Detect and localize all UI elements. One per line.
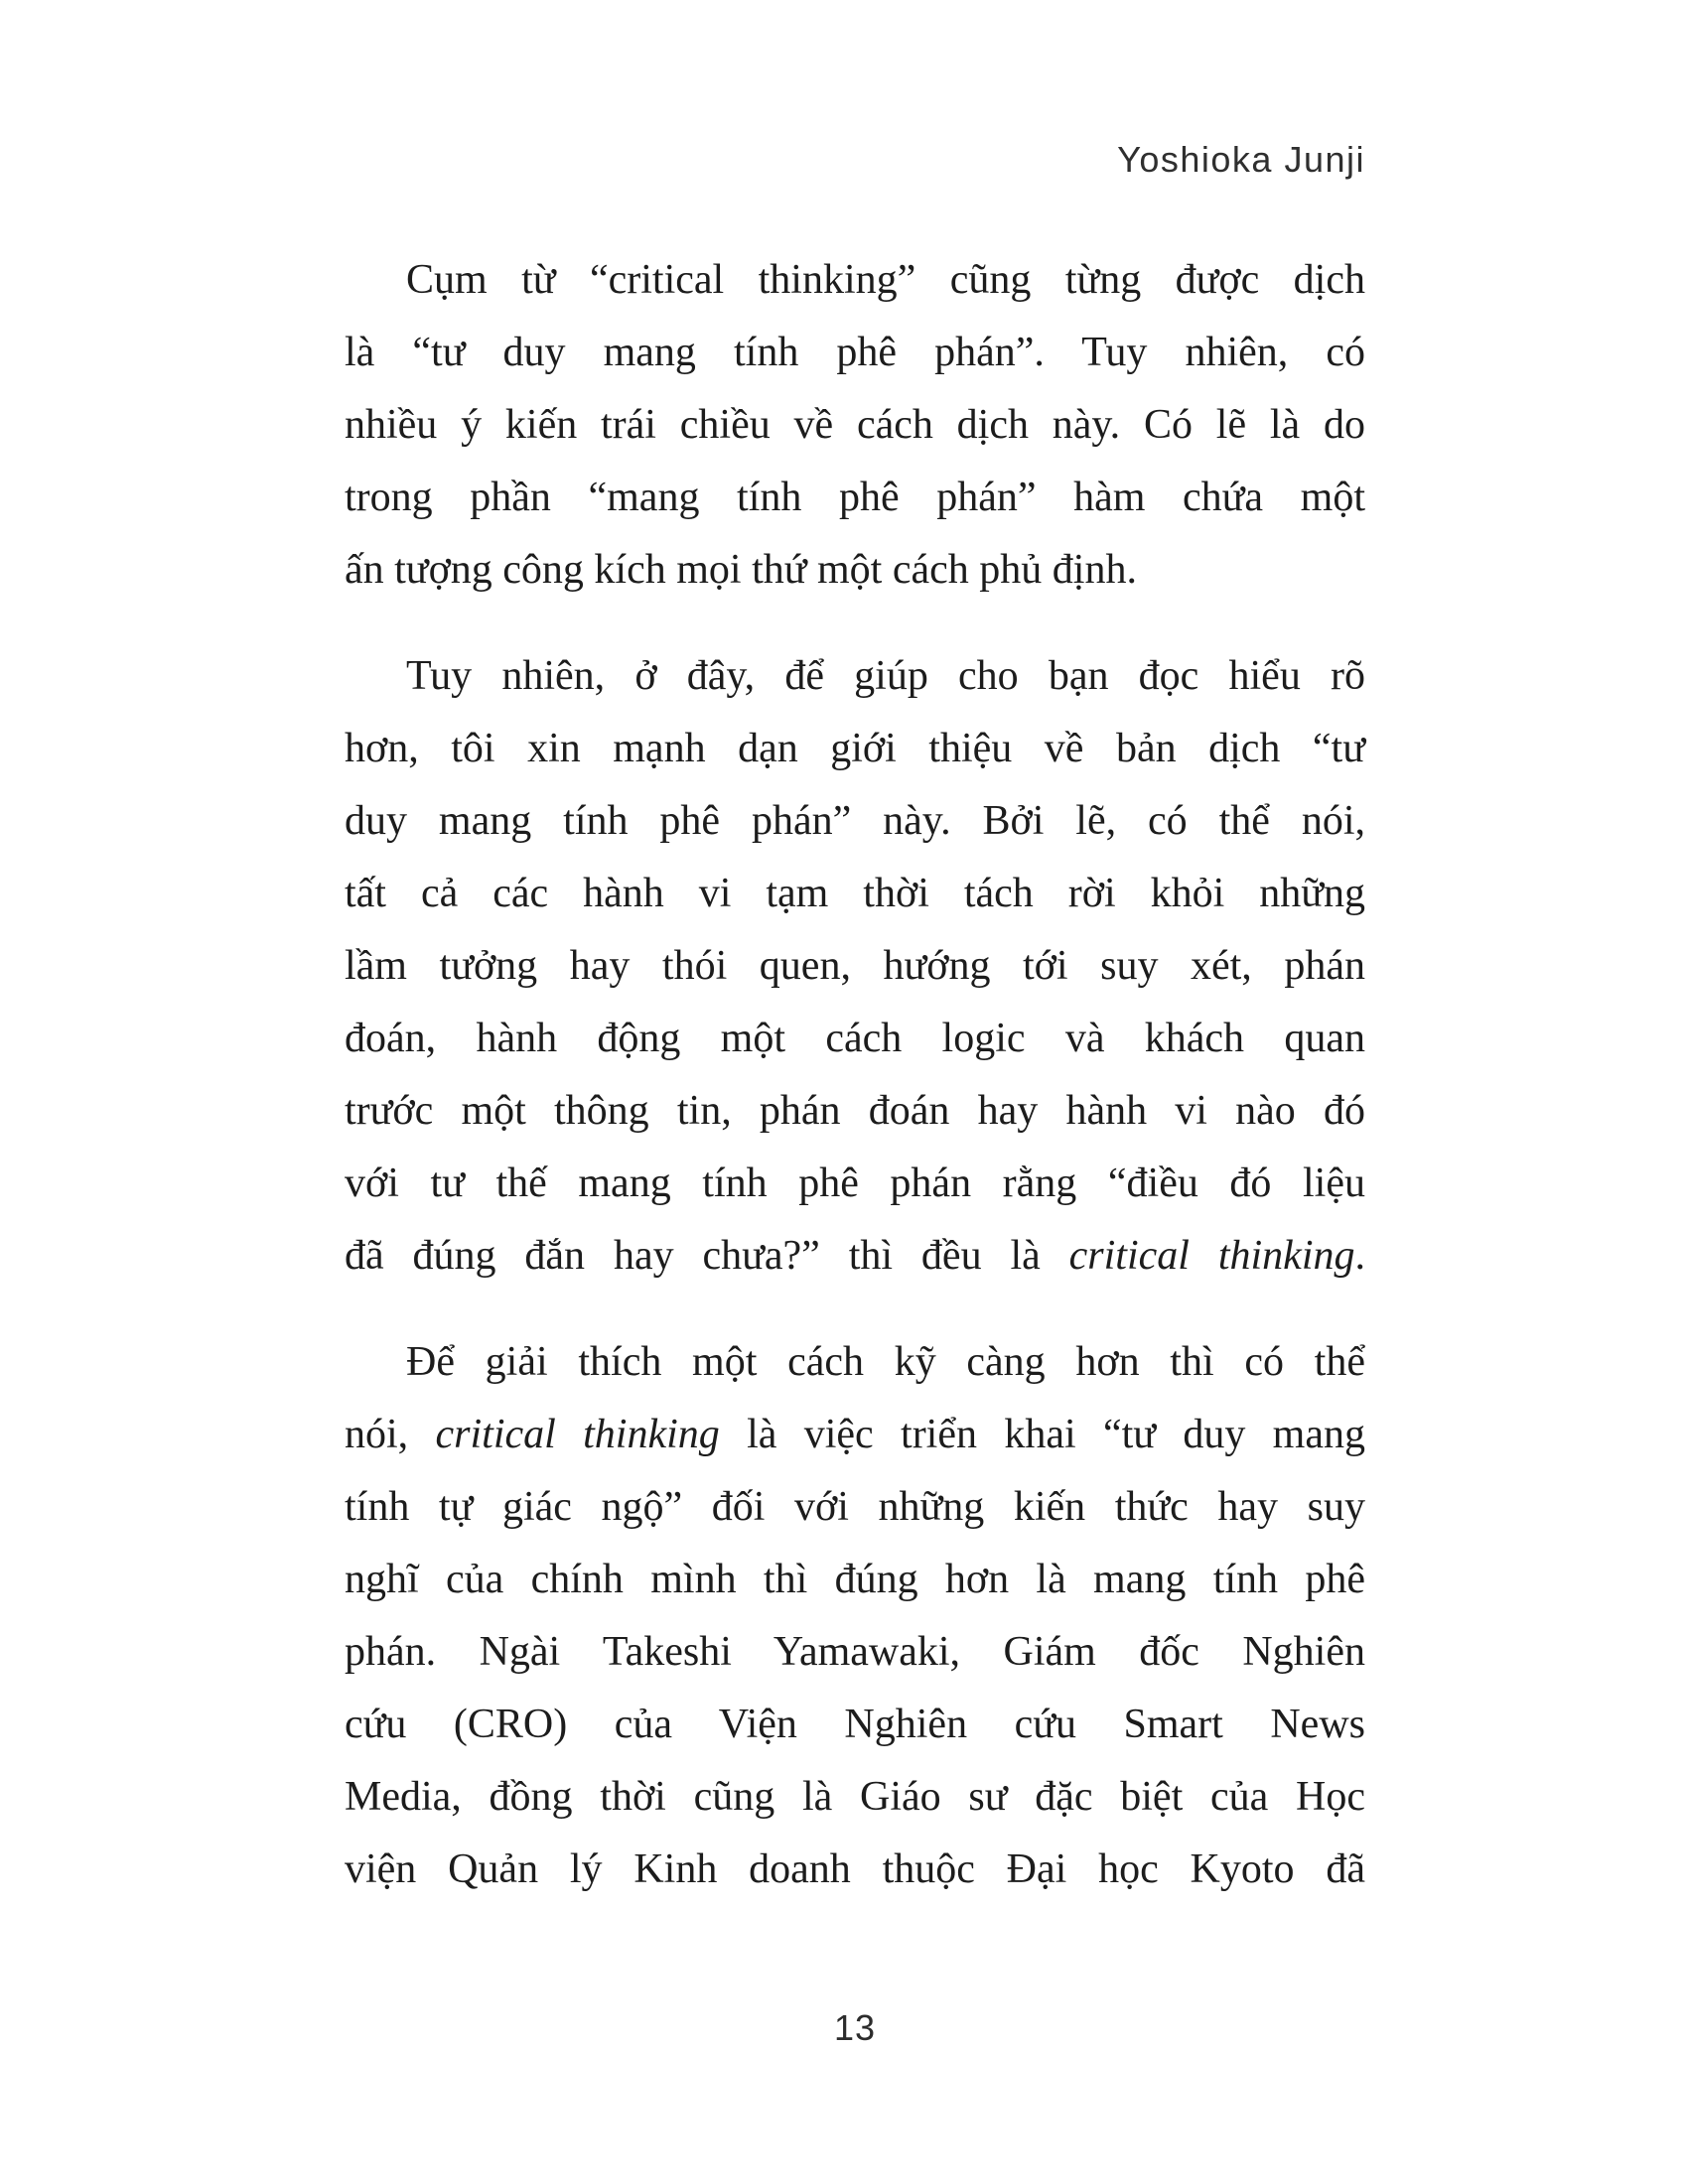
paragraph <box>345 640 1365 1293</box>
text-segment: với tư thế mang tính phê phán rằng “điều đó liệu <box>345 1160 1365 1206</box>
text-line <box>345 1326 1365 1399</box>
author-name: Yoshioka Junji <box>1117 139 1365 180</box>
text-line <box>345 1544 1365 1616</box>
article-body <box>345 244 1365 1906</box>
text-segment: hơn, tôi xin mạnh dạn giới thiệu về bản dịch “tư <box>345 726 1365 771</box>
running-header <box>345 139 1365 181</box>
text-segment: nói, <box>345 1412 436 1457</box>
text-line <box>345 1471 1365 1544</box>
text-segment: tính tự giác ngộ” đối với những kiến thức hay suy <box>345 1484 1365 1530</box>
paragraph <box>345 1326 1365 1906</box>
text-line <box>345 534 1365 607</box>
text-segment: ấn tượng công kích mọi thứ một cách phủ định. <box>345 547 1137 593</box>
text-segment: Media, đồng thời cũng là Giáo sư đặc biệt của Học <box>345 1774 1365 1820</box>
text-line <box>345 1616 1365 1689</box>
text-segment: nghĩ của chính mình thì đúng hơn là mang tính phê <box>345 1557 1365 1602</box>
text-line <box>345 1689 1365 1761</box>
italic-term: critical thinking <box>435 1412 720 1457</box>
text-line <box>345 389 1365 462</box>
text-line <box>345 244 1365 317</box>
italic-term: critical thinking <box>1068 1233 1355 1279</box>
text-line <box>345 1761 1365 1834</box>
text-segment: lầm tưởng hay thói quen, hướng tới suy xét, phán <box>345 943 1365 989</box>
text-segment: nhiều ý kiến trái chiều về cách dịch này. Có lẽ là do <box>345 402 1365 448</box>
page-footer <box>345 2007 1365 2049</box>
text-line <box>345 1220 1365 1293</box>
text-line <box>345 1399 1365 1471</box>
text-line <box>345 462 1365 534</box>
text-segment: phán. Ngài Takeshi Yamawaki, Giám đốc Nghiên <box>345 1629 1365 1675</box>
text-line <box>345 640 1365 713</box>
text-segment: Tuy nhiên, ở đây, để giúp cho bạn đọc hiểu rõ <box>406 653 1365 699</box>
text-segment: là “tư duy mang tính phê phán”. Tuy nhiên, có <box>345 330 1365 375</box>
text-line <box>345 1075 1365 1148</box>
text-line <box>345 317 1365 389</box>
text-segment: Để giải thích một cách kỹ càng hơn thì có thể <box>406 1339 1365 1385</box>
text-segment: duy mang tính phê phán” này. Bởi lẽ, có thể nói, <box>345 798 1365 844</box>
text-segment: đã đúng đắn hay chưa?” thì đều là <box>345 1233 1069 1279</box>
text-line <box>345 1003 1365 1075</box>
text-segment: Cụm từ “critical thinking” cũng từng được dịch <box>406 257 1365 303</box>
page-number: 13 <box>833 2007 877 2048</box>
text-segment: đoán, hành động một cách logic và khách quan <box>345 1016 1365 1061</box>
paragraph <box>345 244 1365 607</box>
text-line <box>345 858 1365 930</box>
text-segment: . <box>1354 1233 1365 1279</box>
text-segment: tất cả các hành vi tạm thời tách rời khỏi những <box>345 871 1365 916</box>
text-line <box>345 1834 1365 1906</box>
text-line <box>345 713 1365 785</box>
text-segment: trước một thông tin, phán đoán hay hành vi nào đó <box>345 1088 1365 1134</box>
text-line <box>345 1148 1365 1220</box>
text-line <box>345 930 1365 1003</box>
text-segment: là việc triển khai “tư duy mang <box>719 1412 1365 1457</box>
text-segment: cứu (CRO) của Viện Nghiên cứu Smart News <box>345 1702 1365 1747</box>
text-segment: viện Quản lý Kinh doanh thuộc Đại học Kyoto đã <box>345 1846 1365 1892</box>
text-segment: trong phần “mang tính phê phán” hàm chứa một <box>345 475 1365 520</box>
text-line <box>345 785 1365 858</box>
